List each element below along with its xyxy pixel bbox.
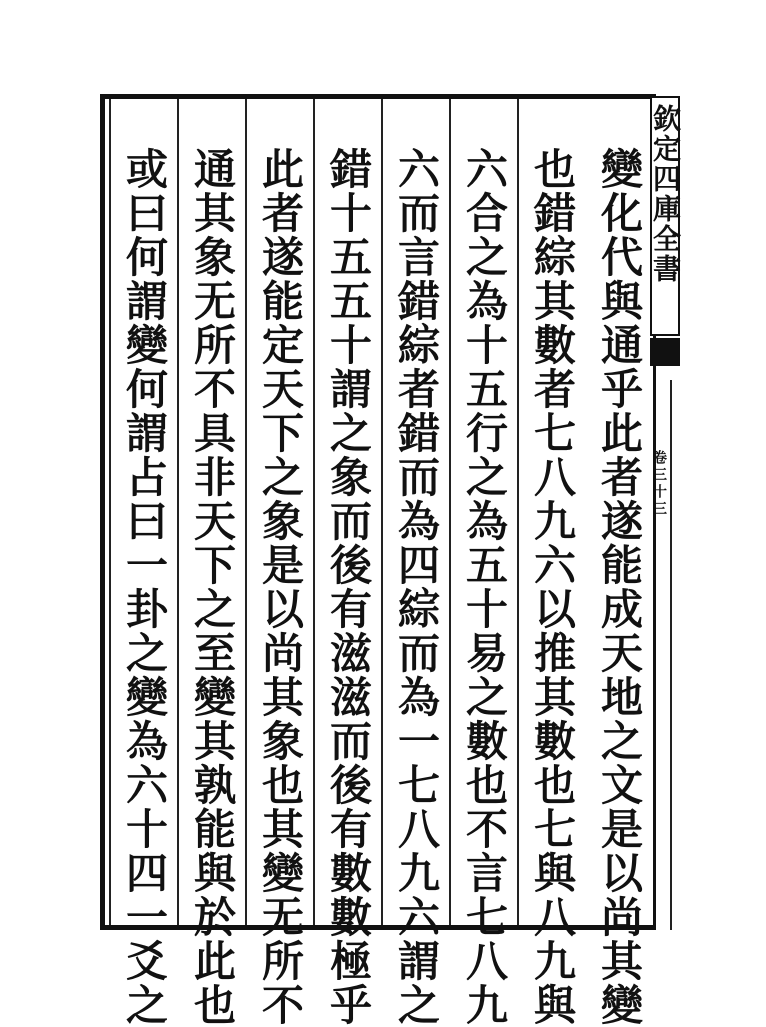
column-text-5: 錯十五五十謂之象而後有滋滋而後有數數極乎 [324,147,373,1027]
column-text-8: 或曰何謂變何謂占曰一卦之變為六十四一爻之 [120,147,169,1027]
text-column-4 [381,99,449,1027]
text-block-frame [100,94,656,1027]
text-column-7 [177,99,245,1027]
column-text-3: 六合之為十五行之為五十易之數也不言七八九 [460,147,509,1027]
text-column-1 [585,99,653,1027]
column-text-2: 也錯綜其數者七八九六以推其數也七與八九與 [528,147,577,1027]
fish-tail-mark [650,338,680,366]
text-column-5 [313,99,381,1027]
margin-rule [670,380,672,930]
column-text-1: 變化代與通乎此者遂能成天地之文是以尚其變 [595,147,644,1027]
book-title-box [650,96,680,336]
text-column-2 [517,99,585,1027]
column-text-7: 通其象无所不具非天下之至變其孰能與於此也 [188,147,237,1027]
column-text-4: 六而言錯綜者錯而為四綜而為一七八九六謂之 [392,147,441,1027]
volume-label: 卷三十三 [651,450,667,518]
book-title: 欽定四庫全書 [649,104,682,284]
column-text-6: 此者遂能定天下之象是以尚其象也其變无所不 [256,147,305,1027]
text-column-6 [245,99,313,1027]
text-column-3 [449,99,517,1027]
text-column-8 [109,99,177,1027]
